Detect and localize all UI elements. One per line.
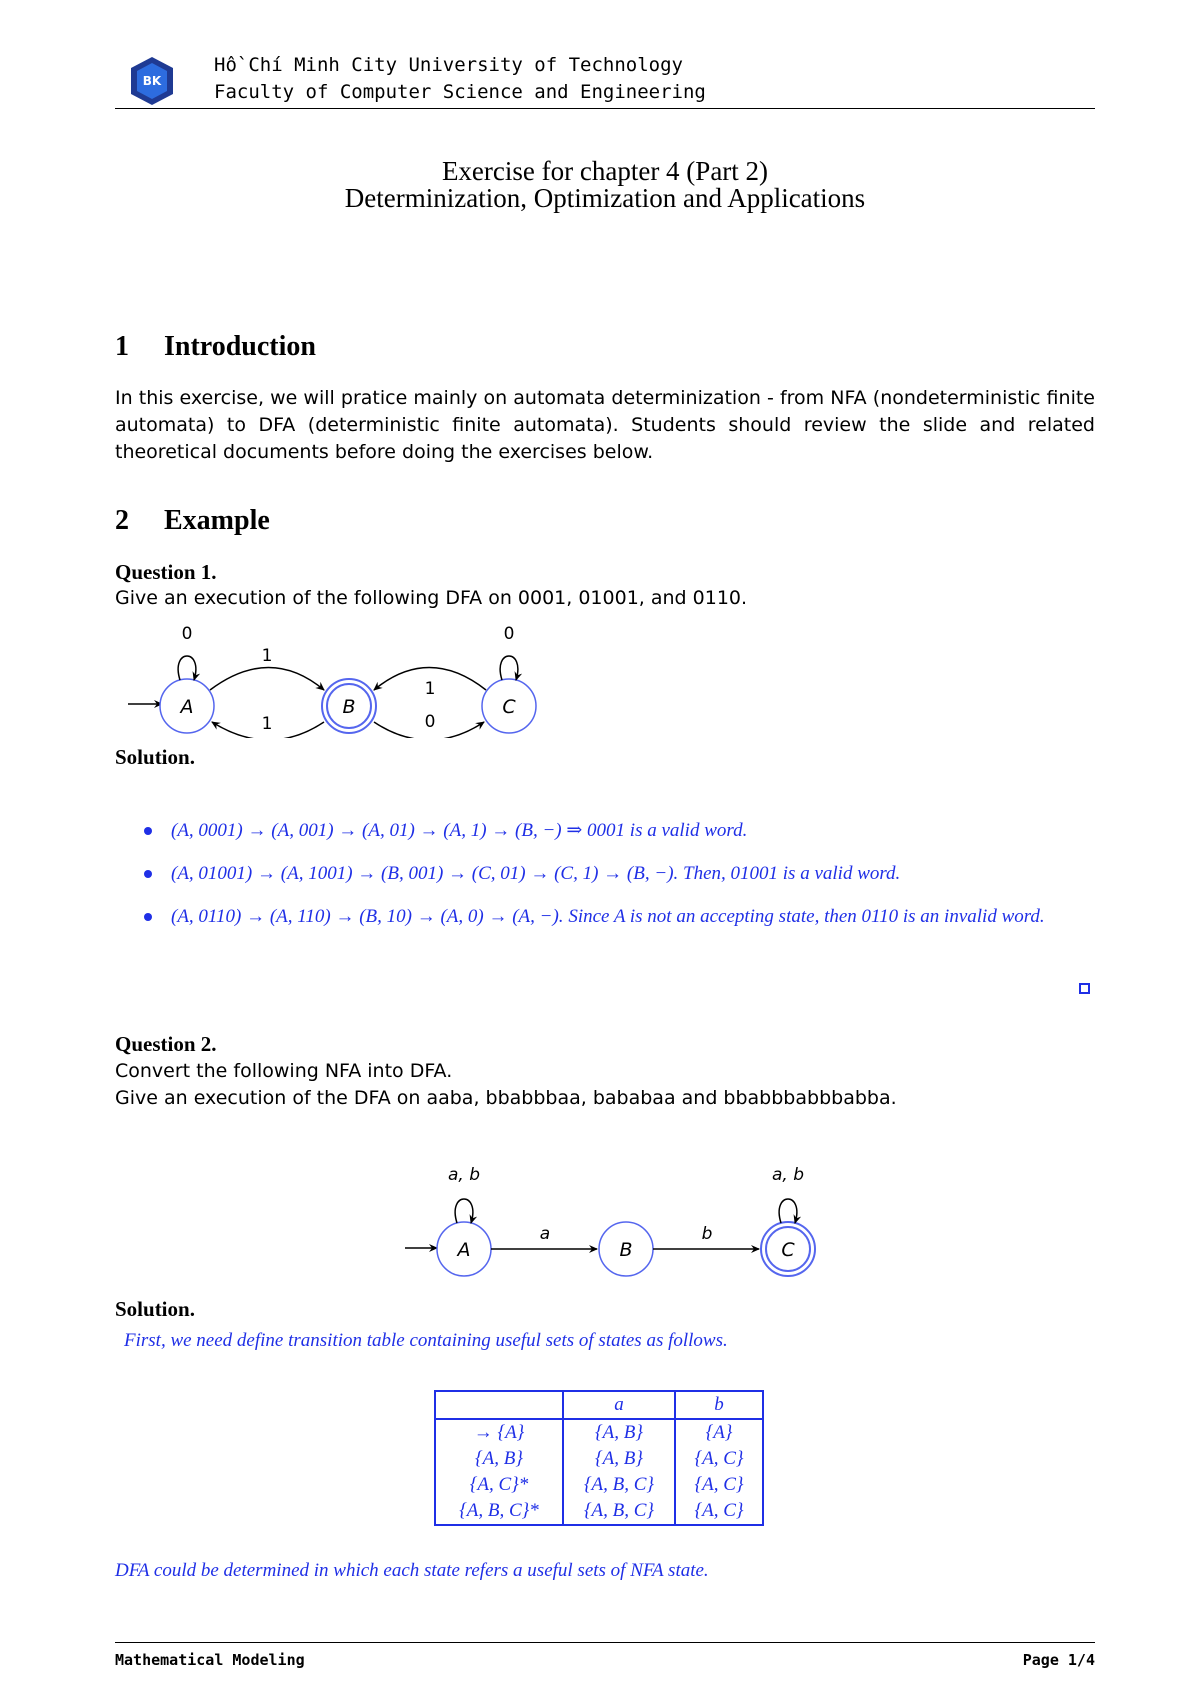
execution-trace: (A, 0001) → (A, 001) → (A, 01) → (A, 1) → (B, −) ⇒ 0001 bbox=[171, 820, 626, 841]
loop-c bbox=[500, 656, 518, 680]
table-row bbox=[435, 1498, 763, 1525]
table-cell: {A, C} bbox=[675, 1472, 763, 1498]
section-heading-example bbox=[115, 505, 270, 537]
question-2-heading: Question 2. bbox=[115, 1032, 217, 1056]
list-item bbox=[144, 817, 1095, 844]
loop-c-label: 0 bbox=[503, 624, 515, 644]
section-title: Introduction bbox=[164, 331, 316, 362]
question-1-heading: Question 1. bbox=[115, 560, 217, 584]
section-number: 1 bbox=[115, 331, 129, 362]
loop-a-label: 0 bbox=[181, 624, 193, 644]
question-2-solution-heading: Solution. bbox=[115, 1297, 195, 1321]
page-header bbox=[115, 52, 1095, 110]
section-heading-introduction bbox=[115, 331, 316, 363]
edge-a-to-b-label: 1 bbox=[261, 646, 273, 666]
state-a-label: A bbox=[457, 1239, 471, 1261]
edge-c-to-b-label: 1 bbox=[424, 679, 436, 699]
title-line-2: Determinization, Optimization and Applications bbox=[344, 183, 866, 213]
faculty-name: Faculty of Computer Science and Engineering bbox=[214, 81, 706, 103]
loop-a bbox=[178, 656, 196, 680]
edge-a-to-b-label: a bbox=[539, 1224, 551, 1244]
state-c-label: C bbox=[781, 1239, 795, 1261]
footer-rule bbox=[115, 1642, 1095, 1643]
table-header-row bbox=[435, 1391, 763, 1419]
loop-a-label: a, b bbox=[447, 1165, 481, 1185]
execution-trace: (A, 01001) → (A, 1001) → (B, 001) → (C, 01) → (C, 1) → (B, −). bbox=[171, 863, 679, 884]
question-2-line-2: Give an execution of the DFA on aaba, bbabbbaa, bababaa and bbabbbabbbabba. bbox=[115, 1087, 897, 1109]
question-1-solution-heading: Solution. bbox=[115, 745, 195, 769]
question-1-solution-list bbox=[144, 817, 1095, 946]
table-header-cell bbox=[435, 1391, 563, 1419]
bullet-icon bbox=[144, 827, 152, 835]
loop-c-label: a, b bbox=[771, 1165, 805, 1185]
table-header-cell: b bbox=[675, 1391, 763, 1419]
table-row bbox=[435, 1446, 763, 1472]
bullet-icon bbox=[144, 870, 152, 878]
question-1-prompt: Give an execution of the following DFA on 0001, 01001, and 0110. bbox=[115, 587, 748, 609]
loop-a bbox=[455, 1199, 473, 1223]
state-b-label: B bbox=[619, 1239, 633, 1261]
footer-course-name: Mathematical Modeling bbox=[115, 1651, 305, 1669]
table-cell: {A, C}* bbox=[435, 1472, 563, 1498]
table-cell: {A, B} bbox=[563, 1419, 675, 1446]
transition-table bbox=[434, 1390, 764, 1526]
table-row bbox=[435, 1472, 763, 1498]
solution-closing: DFA could be determined in which each state refers a useful sets of NFA state. bbox=[115, 1560, 709, 1581]
edge-b-to-a-label: 1 bbox=[261, 714, 273, 734]
nfa-diagram-q2 bbox=[400, 1150, 830, 1280]
execution-note: is a valid word. bbox=[625, 820, 748, 841]
table-cell: → {A} bbox=[435, 1419, 563, 1446]
university-logo bbox=[129, 56, 175, 106]
title-line-1: Exercise for chapter 4 (Part 2) bbox=[441, 156, 769, 186]
edge-a-to-b bbox=[210, 668, 324, 691]
list-item bbox=[144, 860, 1095, 887]
execution-note: Since A is not an accepting state, then 0110 is an invalid word. bbox=[563, 906, 1045, 927]
table-cell: {A, B} bbox=[563, 1446, 675, 1472]
state-a-label: A bbox=[180, 696, 194, 718]
table-cell: {A, B, C} bbox=[563, 1498, 675, 1525]
question-2-line-1: Convert the following NFA into DFA. bbox=[115, 1060, 453, 1082]
footer-page-number: Page 1/4 bbox=[1022, 1651, 1095, 1669]
state-c-label: C bbox=[502, 696, 516, 718]
table-header-cell: a bbox=[563, 1391, 675, 1419]
solution-intro: First, we need define transition table containing useful sets of states as follows. bbox=[124, 1330, 728, 1351]
header-rule bbox=[115, 108, 1095, 109]
dfa-diagram-q1 bbox=[120, 618, 550, 738]
loop-c bbox=[779, 1199, 797, 1223]
execution-trace: (A, 0110) → (A, 110) → (B, 10) → (A, 0) → (A, −). bbox=[171, 906, 564, 927]
table-cell: {A} bbox=[675, 1419, 763, 1446]
table-cell: {A, C} bbox=[675, 1446, 763, 1472]
qed-square-icon bbox=[1079, 983, 1090, 994]
table-cell: {A, B, C} bbox=[563, 1472, 675, 1498]
execution-note: Then, 01001 is a valid word. bbox=[678, 863, 901, 884]
table-cell: {A, B, C}* bbox=[435, 1498, 563, 1525]
university-name: Hồ Chí Minh City University of Technology bbox=[214, 54, 683, 76]
list-item bbox=[144, 903, 1095, 930]
document-title bbox=[115, 158, 1095, 212]
introduction-text: In this exercise, we will pratice mainly on automata determinization - from NFA (nondeterministic finite automata) to DFA (deterministic finite automata). Students should review the slide and related theoretical documents before doing the exercises below. bbox=[115, 387, 1095, 463]
edge-b-to-c-label: 0 bbox=[424, 712, 436, 732]
table-cell: {A, B} bbox=[435, 1446, 563, 1472]
bullet-icon bbox=[144, 913, 152, 921]
section-title: Example bbox=[164, 505, 270, 536]
state-b-label: B bbox=[342, 696, 356, 718]
edge-b-to-c-label: b bbox=[701, 1224, 713, 1244]
table-cell: {A, C} bbox=[675, 1498, 763, 1525]
table-row bbox=[435, 1419, 763, 1446]
logo-text: BK bbox=[142, 74, 162, 88]
section-number: 2 bbox=[115, 505, 129, 536]
